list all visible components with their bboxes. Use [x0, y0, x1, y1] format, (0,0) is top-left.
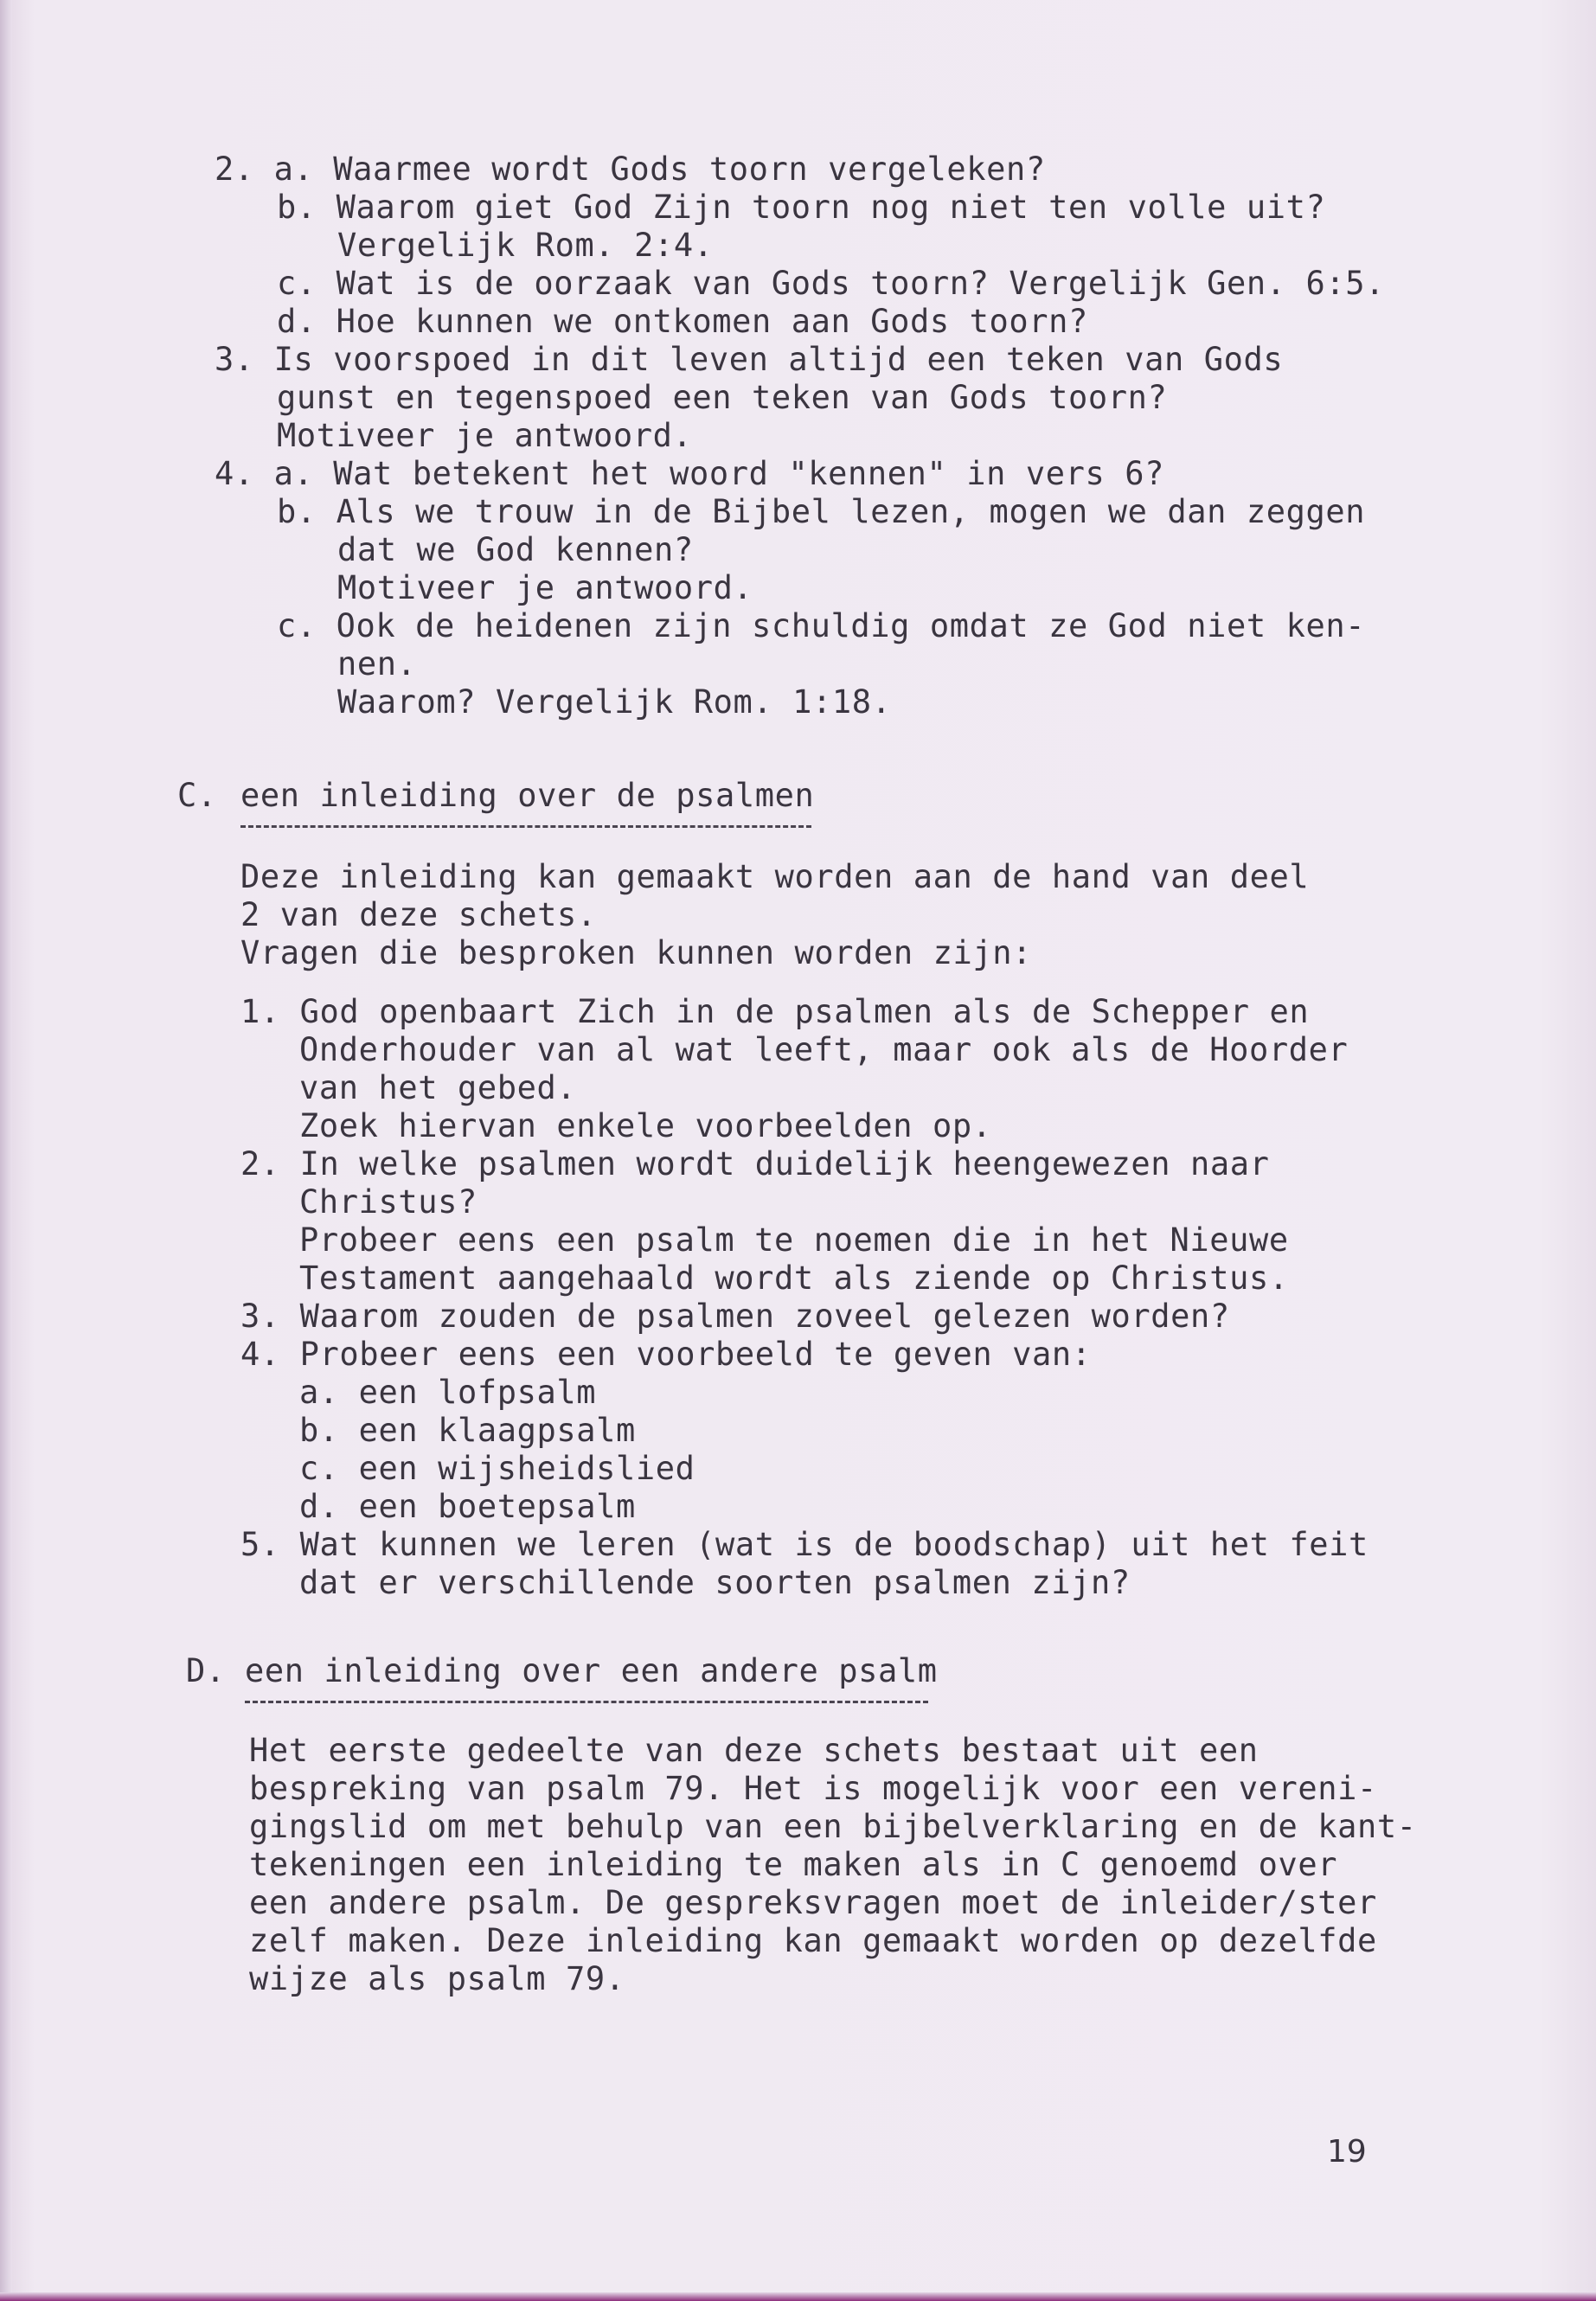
section-c-underline	[240, 825, 811, 828]
section-d-underline	[245, 1701, 928, 1703]
question-line: dat er verschillende soorten psalmen zijn?	[299, 1564, 1131, 1601]
question-line: d. een boetepsalm	[299, 1488, 636, 1525]
page-left-edge	[0, 0, 12, 2301]
question-line: Motiveer je antwoord.	[277, 417, 693, 454]
section-c-intro: Deze inleiding kan gemaakt worden aan de hand van deel	[240, 858, 1310, 895]
section-d-paragraph-line: wijze als psalm 79.	[249, 1960, 625, 1997]
question-line: Zoek hiervan enkele voorbeelden op.	[299, 1107, 992, 1144]
question-line: 2. In welke psalmen wordt duidelijk heengewezen naar	[240, 1145, 1270, 1183]
section-c-title: een inleiding over de psalmen	[240, 777, 815, 814]
question-line: van het gebed.	[299, 1069, 577, 1106]
section-c-intro: Vragen die besproken kunnen worden zijn:	[240, 934, 1033, 971]
question-line: Waarom? Vergelijk Rom. 1:18.	[337, 683, 892, 721]
question-line: Onderhouder van al wat leeft, maar ook als de Hoorder	[299, 1031, 1349, 1068]
question-line: 5. Wat kunnen we leren (wat is de boodschap) uit het feit	[240, 1526, 1368, 1563]
question-line: gunst en tegenspoed een teken van Gods toorn?	[277, 379, 1168, 416]
page-bottom-edge	[0, 2292, 1596, 2301]
question-line: a. een lofpsalm	[299, 1374, 597, 1411]
question-line: 2. a. Waarmee wordt Gods toorn vergeleken?	[215, 151, 1046, 188]
question-line: Vergelijk Rom. 2:4.	[337, 227, 714, 264]
section-d-paragraph-line: bespreking van psalm 79. Het is mogelijk voor een vereni-	[249, 1770, 1377, 1807]
page-number: 19	[1327, 2134, 1367, 2170]
question-line: Probeer eens een psalm te noemen die in het Nieuwe	[299, 1221, 1289, 1259]
question-line: 4. Probeer eens een voorbeeld te geven van:	[240, 1336, 1092, 1373]
question-line: 1. God openbaart Zich in de psalmen als de Schepper en	[240, 993, 1310, 1030]
section-d-title: een inleiding over een andere psalm	[245, 1652, 938, 1689]
section-d-paragraph-line: een andere psalm. De gespreksvragen moet de inleider/ster	[249, 1884, 1377, 1921]
section-d-paragraph-line: gingslid om met behulp van een bijbelverklaring en de kant-	[249, 1808, 1417, 1845]
question-line: b. Als we trouw in de Bijbel lezen, mogen we dan zeggen	[277, 493, 1366, 530]
question-line: b. een klaagpsalm	[299, 1412, 636, 1449]
question-line: Testament aangehaald wordt als ziende op Christus.	[299, 1259, 1289, 1297]
question-line: Motiveer je antwoord.	[337, 569, 753, 606]
section-d-paragraph-line: zelf maken. Deze inleiding kan gemaakt worden op dezelfde	[249, 1922, 1377, 1959]
question-line: 3. Waarom zouden de psalmen zoveel gelezen worden?	[240, 1298, 1230, 1335]
question-line: c. een wijsheidslied	[299, 1450, 695, 1487]
section-d-paragraph-line: tekeningen een inleiding te maken als in C genoemd over	[249, 1846, 1338, 1883]
question-line: c. Ook de heidenen zijn schuldig omdat ze God niet ken-	[277, 607, 1366, 644]
question-line: 3. Is voorspoed in dit leven altijd een teken van Gods	[215, 341, 1284, 378]
question-line: b. Waarom giet God Zijn toorn nog niet ten volle uit?	[277, 189, 1326, 226]
section-d-letter: D.	[186, 1652, 226, 1689]
question-line: 4. a. Wat betekent het woord "kennen" in vers 6?	[215, 455, 1165, 492]
section-c-intro: 2 van deze schets.	[240, 896, 597, 933]
question-line: Christus?	[299, 1183, 478, 1221]
question-line: c. Wat is de oorzaak van Gods toorn? Vergelijk Gen. 6:5.	[277, 265, 1386, 302]
section-c-letter: C.	[177, 777, 217, 814]
section-d-paragraph-line: Het eerste gedeelte van deze schets bestaat uit een	[249, 1732, 1259, 1769]
question-line: dat we God kennen?	[337, 531, 694, 568]
question-line: nen.	[337, 645, 417, 683]
question-line: d. Hoe kunnen we ontkomen aan Gods toorn?	[277, 303, 1088, 340]
